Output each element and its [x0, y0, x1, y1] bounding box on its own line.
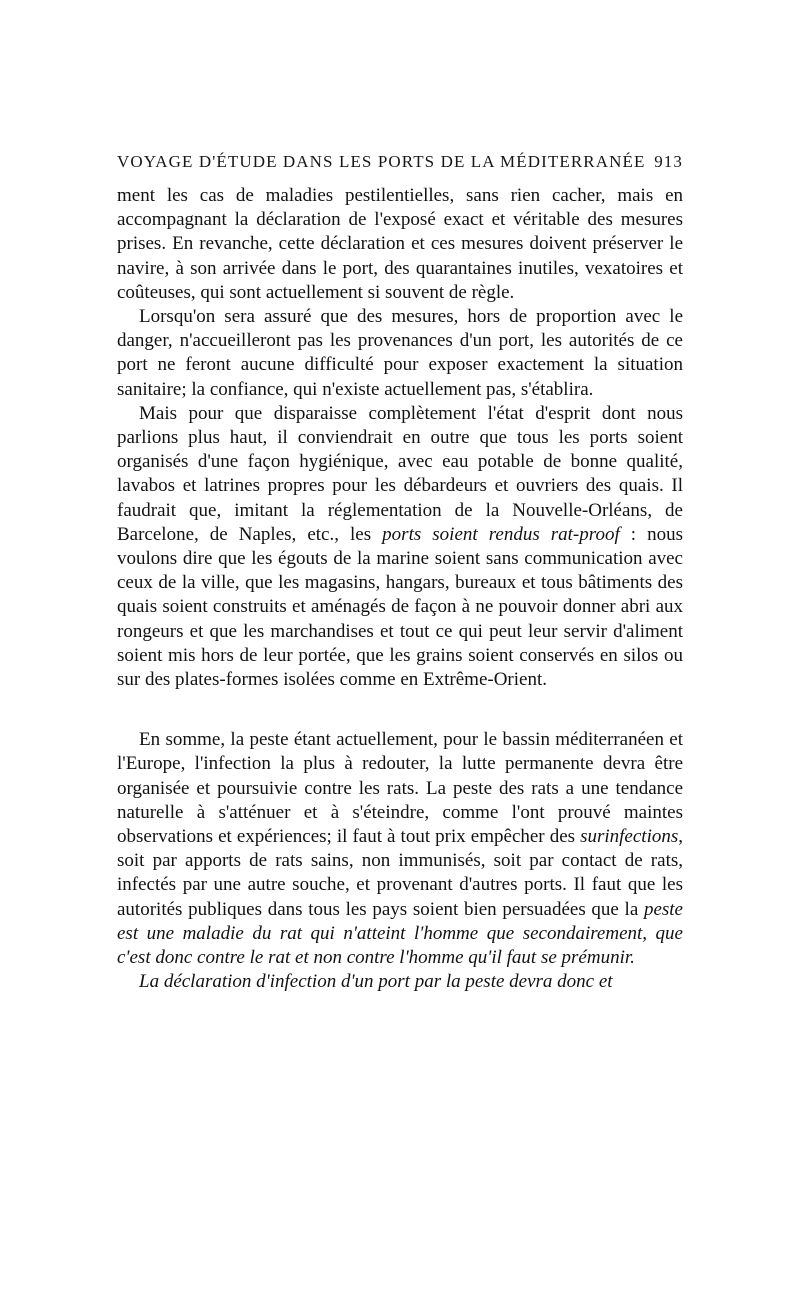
- paragraph-3-text-b: : nous voulons dire que les égouts de la marine soient sans communication avec ceux de la ville, que les magasins, hangars, bureaux et tous bâtiments des quais soient construits et aménagés de façon à ne pouvoir donner abri aux rongeurs et que les marchandises et tout ce qui peut leur servir d'aliment soient mis hors de leur portée, que les grains soient conservés en silos ou sur des plates-formes isolées comme en Extrême-Orient.: [117, 523, 683, 691]
- paragraph-3-text-a: Mais pour que disparaisse complètement l'état d'esprit dont nous parlions plus haut, il conviendrait en outre que tous les ports soient organisés d'une façon hygiénique, avec eau potable de bonne qualité, lavabos et latrines propres pour les débardeurs et ouvriers des quais. Il faudrait que, imitant la réglementation de la Nouvelle-Orléans, de Barcelone, de Naples, etc., les: [117, 402, 683, 545]
- paragraph-1: ment les cas de maladies pestilentielles, sans rien cacher, mais en accompagnant la déclaration de l'exposé exact et véritable des mesures prises. En revanche, cette déclaration et ces mesures doivent préserver le navire, à son arrivée dans le port, des quarantaines inutiles, vexatoires et coûteuses, qui sont actuellement si souvent de règle.: [117, 185, 683, 303]
- paragraph-4-text-b: , soit par apports de rats sains, non immunisés, soit par contact de rats, infectés par une autre souche, et provenant d'autres ports. Il faut que les autorités publiques dans tous les pays soient bien persuadées que la: [117, 826, 683, 920]
- running-header: [117, 150, 683, 174]
- paragraph-2: Lorsqu'on sera assuré que des mesures, hors de proportion avec le danger, n'accueilleront pas les provenances d'un port, les autorités de ce port ne feront aucune difficulté pour exposer exactement la situation sanitaire; la confiance, qui n'existe actuellement pas, s'établira.: [117, 306, 683, 400]
- body-text: [117, 184, 683, 995]
- paragraph-4-italic-a: surinfections: [580, 826, 679, 848]
- page-number: 913: [654, 152, 683, 171]
- paragraph-5-italic: La déclaration d'infection d'un port par la peste devra donc et: [139, 971, 613, 993]
- section-break: [117, 692, 683, 728]
- paragraph-4-italic-b: peste est une maladie du rat qui n'atteint l'homme que secondairement, que c'est donc contre le rat et non contre l'homme qu'il faut se prémunir.: [117, 898, 683, 969]
- paragraph-3-italic: ports soient rendus rat-proof: [382, 523, 620, 545]
- paragraph-4: [117, 728, 683, 970]
- paragraph-5: [117, 970, 683, 994]
- paragraph-3: [117, 402, 683, 692]
- running-title: VOYAGE D'ÉTUDE DANS LES PORTS DE LA MÉDITERRANÉE: [117, 152, 646, 171]
- paragraph-4-text-a: En somme, la peste étant actuellement, pour le bassin méditerranéen et l'Europe, l'infection la plus à redouter, la lutte permanente devra être organisée et poursuivie contre les rats. La peste des rats a une tendance naturelle à s'atténuer et à s'éteindre, comme l'ont prouvé maintes observations et expériences; il faut à tout prix empêcher des: [117, 729, 683, 848]
